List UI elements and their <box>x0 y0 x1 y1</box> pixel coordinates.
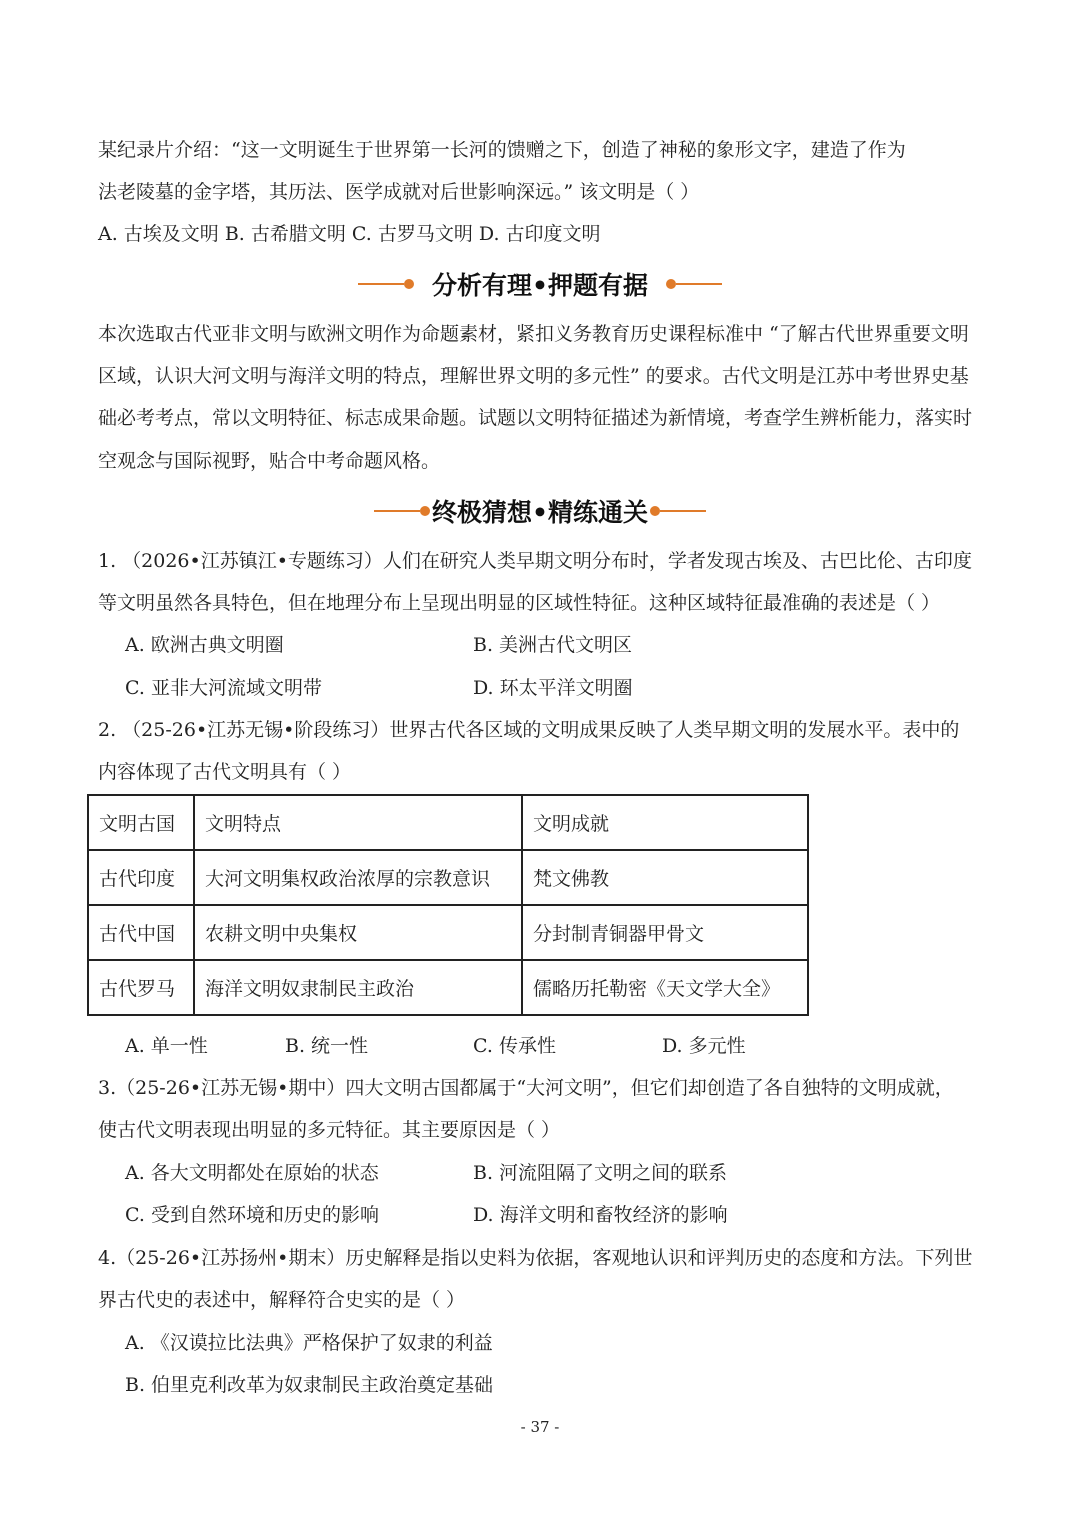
analysis-paragraph-line-4: 空观念与国际视野，贴合中考命题风格。 <box>98 450 441 472</box>
section-heading-analysis <box>0 264 1080 304</box>
q2-stem-line-2: 内容体现了古代文明具有（ ） <box>98 761 352 783</box>
q1-option-a: A. 欧洲古典文明圈 <box>125 634 284 656</box>
table-cell: 古代中国 <box>88 905 194 960</box>
q2-stem-line-1: 2. （25-26•江苏无锡•阶段练习）世界古代各区域的文明成果反映了人类早期文明的发展水平。表中的 <box>98 719 960 741</box>
section-title-analysis: 分析有理•押题有据 <box>432 271 648 300</box>
q2-option-d: D. 多元性 <box>662 1035 746 1057</box>
section-heading-practice <box>0 491 1080 531</box>
q3-option-c: C. 受到自然环境和历史的影响 <box>125 1204 379 1226</box>
q3-stem-line-1: 3.（25-26•江苏无锡•期中）四大文明古国都属于“大河文明”，但它们却创造了各自独特的文明成就， <box>98 1077 954 1099</box>
table-cell: 农耕文明中央集权 <box>194 905 522 960</box>
page-number: - 37 - <box>520 1418 560 1436</box>
q3-stem-line-2: 使古代文明表现出明显的多元特征。其主要原因是（ ） <box>98 1119 561 1141</box>
section-title-practice: 终极猜想•精练通关 <box>432 498 648 527</box>
heading-left-decoration <box>374 506 430 516</box>
q2-option-b: B. 统一性 <box>285 1035 369 1057</box>
intro-question-line-1: 某纪录片介绍：“这一文明诞生于世界第一长河的馈赠之下，创造了神秘的象形文字，建造了作为 <box>98 139 906 161</box>
q4-option-a: A. 《汉谟拉比法典》严格保护了奴隶的利益 <box>125 1332 493 1354</box>
q3-option-a: A. 各大文明都处在原始的状态 <box>125 1162 379 1184</box>
q3-option-d: D. 海洋文明和畜牧经济的影响 <box>473 1204 728 1226</box>
table-header-cell: 文明成就 <box>522 795 808 850</box>
table-row <box>88 905 808 960</box>
q1-option-d: D. 环太平洋文明圈 <box>473 677 633 699</box>
analysis-paragraph-line-2: 区域，认识大河文明与海洋文明的特点，理解世界文明的多元性” 的要求。古代文明是江苏中考世界史基 <box>98 365 969 387</box>
analysis-paragraph-line-3: 础必考考点，常以文明特征、标志成果命题。试题以文明特征描述为新情境，考查学生辨析能力，落实时 <box>98 407 973 429</box>
q2-option-c: C. 传承性 <box>473 1035 556 1057</box>
table-cell: 分封制青铜器甲骨文 <box>522 905 808 960</box>
q1-option-c: C. 亚非大河流域文明带 <box>125 677 322 699</box>
q1-stem-line-1: 1. （2026•江苏镇江•专题练习）人们在研究人类早期文明分布时，学者发现古埃及、古巴比伦、古印度 <box>98 550 972 572</box>
table-cell: 儒略历托勒密《天文学大全》 <box>522 960 808 1015</box>
table-header-cell: 文明特点 <box>194 795 522 850</box>
heading-left-decoration <box>358 279 414 289</box>
table-header-cell: 文明古国 <box>88 795 194 850</box>
table-row <box>88 795 808 850</box>
intro-question-line-2: 法老陵墓的金字塔，其历法、医学成就对后世影响深远。” 该文明是（ ） <box>98 181 700 203</box>
table-cell: 海洋文明奴隶制民主政治 <box>194 960 522 1015</box>
q3-option-b: B. 河流阻隔了文明之间的联系 <box>473 1162 728 1184</box>
q4-stem-line-1: 4.（25-26•江苏扬州•期末）历史解释是指以史料为依据，客观地认识和评判历史的态度和方法。下列世 <box>98 1247 973 1269</box>
table-cell: 古代罗马 <box>88 960 194 1015</box>
q4-stem-line-2: 界古代史的表述中，解释符合史实的是（ ） <box>98 1289 466 1311</box>
analysis-paragraph-line-1: 本次选取古代亚非文明与欧洲文明作为命题素材，紧扣义务教育历史课程标准中 “了解古代世界重要文明 <box>98 323 969 345</box>
q1-option-b: B. 美洲古代文明区 <box>473 634 633 656</box>
table-row <box>88 850 808 905</box>
table-cell: 古代印度 <box>88 850 194 905</box>
q4-option-b: B. 伯里克利改革为奴隶制民主政治奠定基础 <box>125 1374 494 1396</box>
table-row <box>88 960 808 1015</box>
intro-question-options: A. 古埃及文明 B. 古希腊文明 C. 古罗马文明 D. 古印度文明 <box>98 223 601 245</box>
q2-option-a: A. 单一性 <box>125 1035 208 1057</box>
table-cell: 梵文佛教 <box>522 850 808 905</box>
heading-right-decoration <box>650 506 706 516</box>
civilization-table <box>87 794 809 1016</box>
table-cell: 大河文明集权政治浓厚的宗教意识 <box>194 850 522 905</box>
heading-right-decoration <box>666 279 722 289</box>
q1-stem-line-2: 等文明虽然各具特色，但在地理分布上呈现出明显的区域性特征。这种区域特征最准确的表述是（ ） <box>98 592 941 614</box>
